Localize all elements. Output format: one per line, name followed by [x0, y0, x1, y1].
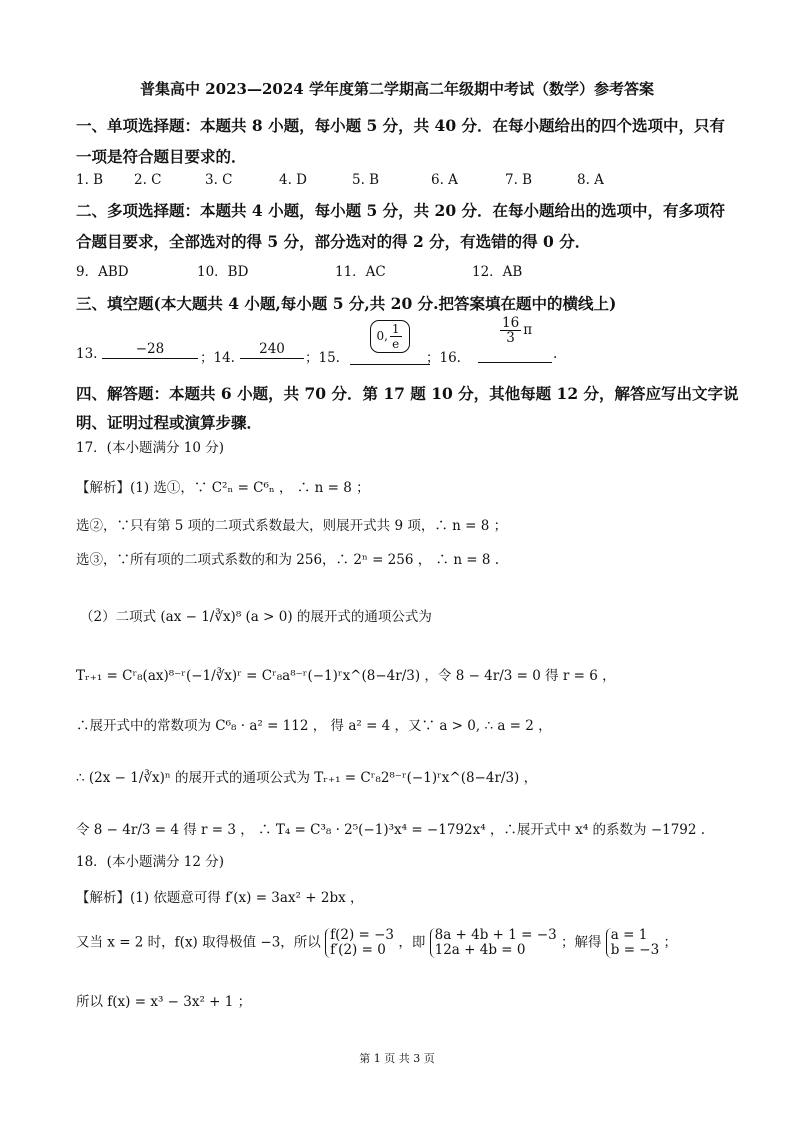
q13-label: 13. — [76, 346, 98, 362]
page-footer: 第 1 页 共 3 页 — [359, 1052, 435, 1065]
section2-heading-line1: 二、多项选择题：本题共 4 小题，每小题 5 分，共 20 分．在每小题给出的选项中，有多项符 — [76, 201, 726, 220]
q17-header: 17．(本小题满分 10 分) — [76, 440, 224, 456]
q17-line7: ∴ (2x − 1/∛x)ⁿ 的展开式的通项公式为 Tᵣ₊₁ = Cʳ₈2⁸⁻ʳ(−1)ʳx^(8−4r/3) ， — [76, 770, 538, 786]
q17-line8: 令 8 − 4r/3 = 4 得 r = 3 ， ∴ T₄ = C³₈ · 2⁵(−1)³x⁴ = −1792x⁴ ，∴展开式中 x⁴ 的系数为 −1792 . — [76, 822, 706, 838]
q18-system-2: 8a + 4b + 1 = −3 12a + 4b = 0 — [430, 928, 557, 958]
q16-fraction: $\frac{16}{3}$ — [502, 315, 520, 346]
answer-11: 11．AC — [335, 264, 386, 280]
q18-line2 — [76, 928, 677, 958]
answer-6: 6. A — [431, 172, 458, 188]
q18-line2-text-a: 又当 x = 2 时，f(x) 取得极值 −3，所以 — [76, 934, 321, 951]
q14-answer: 240 — [240, 340, 304, 359]
answer-5: 5. B — [352, 172, 380, 188]
q16-end: . — [553, 346, 558, 362]
answer-8: 8. A — [577, 172, 604, 188]
q18-line1: 【解析】(1) 依题意可得 f′(x) = 3ax² + 2bx ， — [76, 890, 364, 906]
q16-answer-blank — [478, 316, 552, 363]
page-title: 普集高中 2023—2024 学年度第二学期高二年级期中考试（数学）参考答案 — [140, 80, 654, 98]
section1-heading-line1: 一、单项选择题：本题共 8 小题，每小题 5 分，共 40 分．在每小题给出的四个选项中，只有 — [76, 116, 726, 135]
section3-heading: 三、填空题(本大题共 4 小题,每小题 5 分,共 20 分.把答案填在题中的横线上) — [76, 294, 617, 313]
q18-system-1: f(2) = −3 f′(2) = 0 — [325, 928, 394, 958]
q15-interval — [370, 320, 409, 353]
q15-answer-blank — [350, 320, 430, 365]
q16-pi: π — [523, 322, 533, 338]
q18-system-3: a = 1 b = −3 — [606, 928, 659, 958]
q15-fraction: $\frac{1}{e}$ — [391, 322, 400, 351]
q14-label: ；14. — [200, 350, 235, 366]
q18-line2-text-c: ；解得 — [560, 934, 602, 951]
q17-line4: （2）二项式 (ax − 1/∛x)⁸ (a > 0) 的展开式的通项公式为 — [80, 609, 432, 625]
q16-label: ；16. — [426, 350, 461, 366]
answer-4: 4. D — [279, 172, 307, 188]
answer-12: 12．AB — [472, 264, 523, 280]
q17-line2: 选②，∵只有第 5 项的二项式系数最大，则展开式共 9 项，∴ n = 8 ； — [76, 518, 508, 534]
q13-answer: −28 — [102, 340, 198, 359]
section1-heading-line2: 一项是符合题目要求的． — [76, 147, 247, 166]
section4-heading-line2: 明、证明过程或演算步骤． — [76, 413, 263, 432]
q17-line5: Tᵣ₊₁ = Cʳ₈(ax)⁸⁻ʳ(−1/∛x)ʳ = Cʳ₈a⁸⁻ʳ(−1)ʳx^(8−4r/3) ，令 8 − 4r/3 = 0 得 r = 6 ， — [76, 668, 616, 684]
answer-7: 7. B — [505, 172, 533, 188]
answer-3: 3. C — [205, 172, 233, 188]
q17-line6: ∴展开式中的常数项为 C⁶₈ · a² = 112 ， 得 a² = 4 ，又∵ a > 0, ∴ a = 2 ， — [76, 718, 552, 734]
answer-1: 1. B — [76, 172, 104, 188]
q15-label: ；15. — [305, 350, 340, 366]
answer-10: 10．BD — [197, 264, 249, 280]
q18-line2-text-d: ； — [663, 934, 677, 951]
section4-heading-line1: 四、解答题：本题共 6 小题，共 70 分．第 17 题 10 分，其他每题 12 分，解答应写出文字说 — [76, 384, 739, 403]
q15-answer-left: 0, — [376, 329, 388, 343]
q18-line3: 所以 f(x) = x³ − 3x² + 1 ； — [76, 994, 252, 1010]
answer-9: 9．ABD — [76, 264, 129, 280]
q17-line1: 【解析】(1) 选①，∵ C²ₙ = C⁶ₙ ， ∴ n = 8 ； — [76, 480, 370, 496]
section2-heading-line2: 合题目要求，全部选对的得 5 分，部分选对的得 2 分，有选错的得 0 分． — [76, 232, 591, 251]
q18-line2-text-b: ，即 — [398, 934, 426, 951]
answer-2: 2. C — [134, 172, 162, 188]
q18-header: 18．(本小题满分 12 分) — [76, 854, 224, 870]
q17-line3: 选③，∵所有项的二项式系数的和为 256，∴ 2ⁿ = 256 ， ∴ n = 8 . — [76, 552, 500, 568]
